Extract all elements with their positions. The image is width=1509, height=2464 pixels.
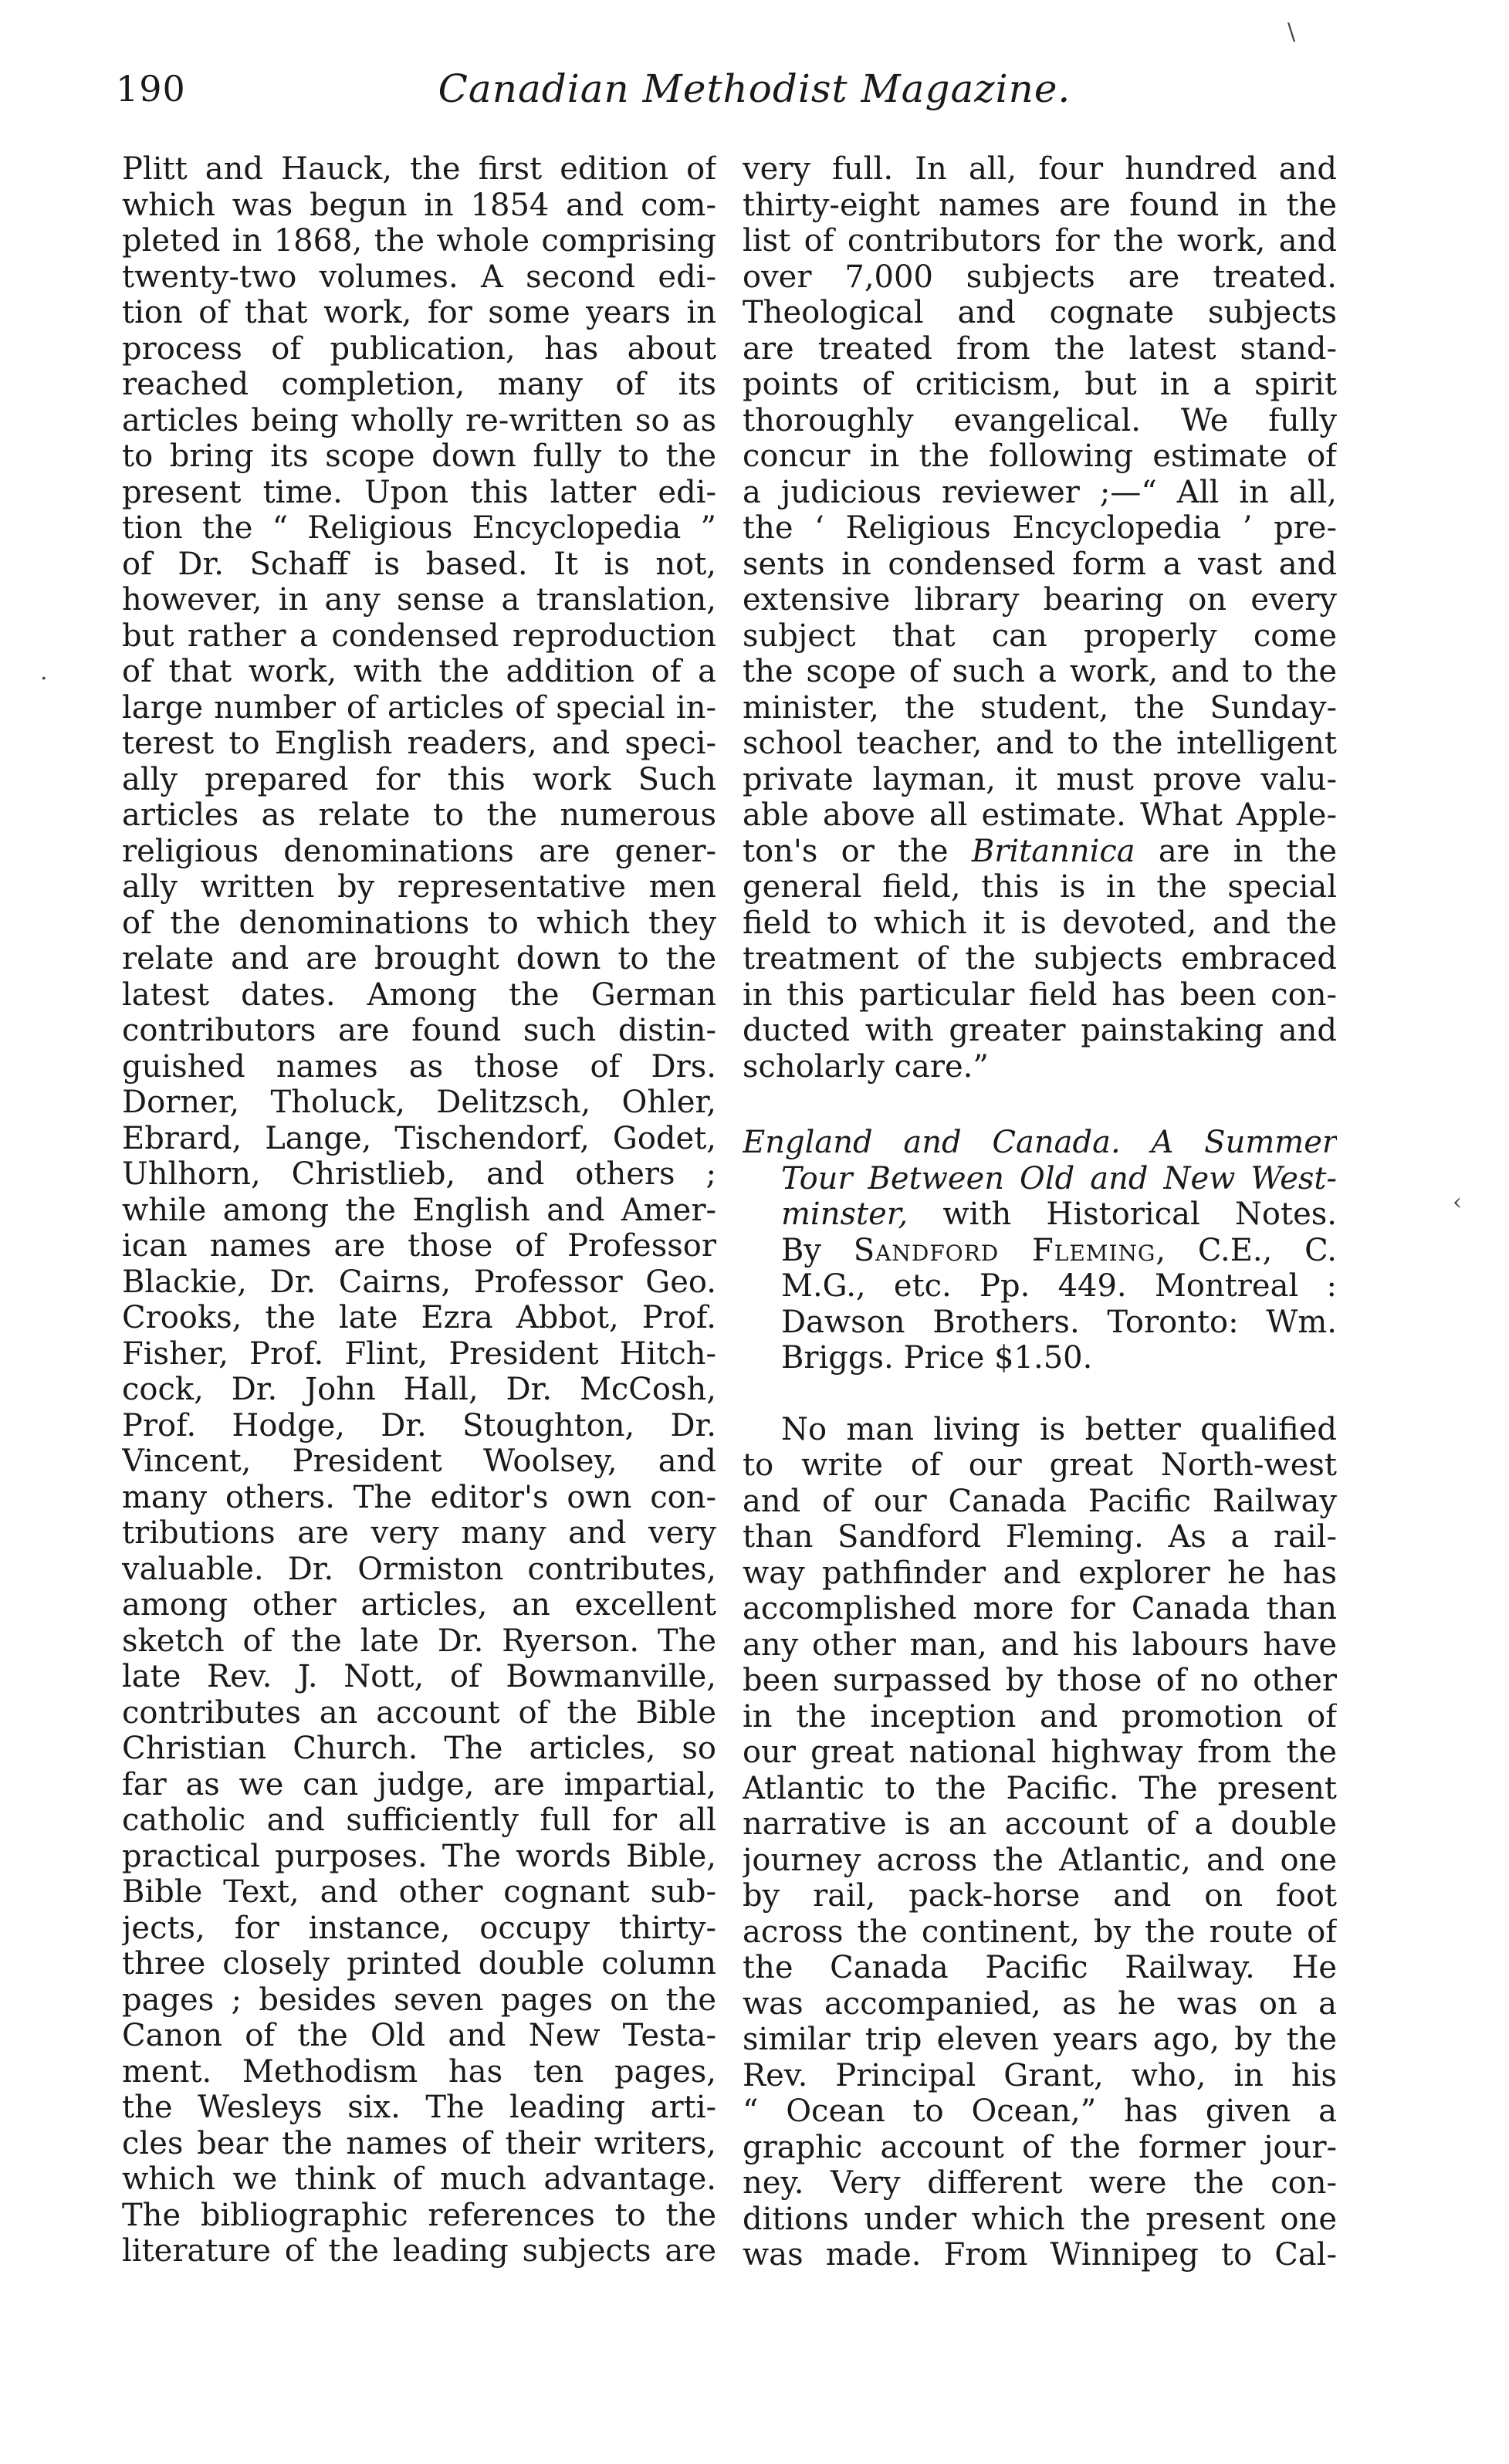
text-line: similar trip eleven years ago, by the — [743, 2022, 1337, 2057]
text-line: subject that can properly come — [743, 618, 1337, 654]
text-line: relate and are brought down to the — [122, 941, 716, 976]
text-line: minister, the student, the Sunday- — [743, 689, 1337, 726]
text-line: articles being wholly re-written so as — [122, 402, 716, 438]
book-author-line: By Sandford Fleming, C.E., C. — [781, 1232, 1337, 1268]
text-line: which was begun in 1854 and com- — [122, 187, 716, 223]
text-line: the scope of such a work, and to the — [743, 654, 1337, 689]
text-line: present time. Upon this latter edi- — [122, 474, 716, 510]
text-line: private layman, it must prove valu- — [743, 761, 1337, 797]
text-line: ducted with greater painstaking and — [743, 1013, 1337, 1048]
text-line: but rather a condensed reproduction — [122, 618, 716, 654]
text-line: ally written by representative men — [122, 869, 716, 905]
text-line: Christian Church. The articles, so — [122, 1731, 716, 1766]
text-line: to bring its scope down fully to the — [122, 438, 716, 474]
text-line: thoroughly evangelical. We fully — [743, 402, 1337, 438]
left-column — [122, 151, 716, 2269]
text-line: in the inception and promotion of — [743, 1698, 1337, 1735]
text-line: been surpassed by those of no other — [743, 1663, 1337, 1698]
text-line: Vincent, President Woolsey, and — [122, 1444, 716, 1479]
text-line: latest dates. Among the German — [122, 976, 716, 1013]
text-line: No man living is better qualified — [781, 1411, 1337, 1447]
text-line: sketch of the late Dr. Ryerson. The — [122, 1623, 716, 1659]
text-line: among other articles, an excellent — [122, 1587, 716, 1623]
text-line: Canon of the Old and New Testa- — [122, 2018, 716, 2053]
text-line: school teacher, and to the intelligent — [743, 726, 1337, 761]
text-line: tributions are very many and very — [122, 1515, 716, 1551]
page-number: 190 — [116, 68, 186, 110]
book-title-line: England and Canada. A Summer — [743, 1125, 1337, 1160]
text-line: three closely printed double column — [122, 1946, 716, 1982]
text-line: Blackie, Dr. Cairns, Professor Geo. — [122, 1264, 716, 1300]
text-line: the Canada Pacific Railway. He — [743, 1950, 1337, 1985]
text-line: accomplished more for Canada than — [743, 1591, 1337, 1626]
text-line: Plitt and Hauck, the first edition of — [122, 151, 716, 187]
text-line: terest to English readers, and speci- — [122, 726, 716, 761]
text-line: however, in any sense a translation, — [122, 582, 716, 618]
text-line: cock, Dr. John Hall, Dr. McCosh, — [122, 1372, 716, 1407]
text-line: tion of that work, for some years in — [122, 295, 716, 330]
text-line: Rev. Principal Grant, who, in his — [743, 2057, 1337, 2093]
text-line: the Wesleys six. The leading arti- — [122, 2090, 716, 2125]
text-line: late Rev. J. Nott, of Bowmanville, — [122, 1659, 716, 1694]
text-line: the ‘ Religious Encyclopedia ’ pre- — [743, 510, 1337, 546]
text-line: field to which it is devoted, and the — [743, 905, 1337, 941]
text-line: guished names as those of Drs. — [122, 1048, 716, 1085]
text-line: ney. Very different were the con- — [743, 2165, 1337, 2201]
text-line: of Dr. Schaff is based. It is not, — [122, 546, 716, 582]
text-line: articles as relate to the numerous — [122, 797, 716, 833]
print-speck: \ — [1287, 19, 1296, 46]
text-line: valuable. Dr. Ormiston contributes, — [122, 1551, 716, 1587]
text-line: large number of articles of special in- — [122, 689, 716, 726]
text-line: far as we can judge, are impartial, — [122, 1766, 716, 1802]
text-line: ditions under which the present one — [743, 2201, 1337, 2237]
text-line: extensive library bearing on every — [743, 582, 1337, 618]
book-entry — [743, 1125, 1337, 1376]
text-line: which we think of much advantage. — [122, 2161, 716, 2197]
print-speck: ‹ — [1453, 1189, 1462, 1216]
text-line: journey across the Atlantic, and one — [743, 1842, 1337, 1878]
text-line: any other man, and his labours have — [743, 1626, 1337, 1663]
text-line: ment. Methodism has ten pages, — [122, 2053, 716, 2090]
text-line: thirty-eight names are found in the — [743, 187, 1337, 223]
text-line: Crooks, the late Ezra Abbot, Prof. — [122, 1300, 716, 1335]
text-line: Ebrard, Lange, Tischendorf, Godet, — [122, 1120, 716, 1156]
text-line: list of contributors for the work, and — [743, 223, 1337, 259]
text-line: very full. In all, four hundred and — [743, 151, 1337, 187]
print-speck: · — [40, 665, 48, 692]
text-line: Bible Text, and other cognant sub- — [122, 1874, 716, 1910]
text-line: of that work, with the addition of a — [122, 654, 716, 689]
text-line: graphic account of the former jour- — [743, 2129, 1337, 2165]
book-title-line: Tour Between Old and New West- — [781, 1160, 1337, 1196]
text-line: Dorner, Tholuck, Delitzsch, Ohler, — [122, 1085, 716, 1120]
text-line: “ Ocean to Ocean,” has given a — [743, 2093, 1337, 2129]
text-line: jects, for instance, occupy thirty- — [122, 1910, 716, 1946]
running-title: Canadian Methodist Magazine. — [438, 66, 1071, 111]
text-line: and of our Canada Pacific Railway — [743, 1483, 1337, 1519]
text-line: practical purposes. The words Bible, — [122, 1838, 716, 1874]
text-line: Uhlhorn, Christlieb, and others ; — [122, 1156, 716, 1192]
book-title-line: minster, with Historical Notes. — [781, 1196, 1337, 1232]
text-line: Fisher, Prof. Flint, President Hitch- — [122, 1335, 716, 1372]
text-line: was made. From Winnipeg to Cal- — [743, 2237, 1337, 2273]
text-line: ton's or the Britannica are in the — [743, 833, 1337, 869]
text-line: a judicious reviewer ;—“ All in all, — [743, 474, 1337, 510]
text-line: contributors are found such distin- — [122, 1013, 716, 1048]
right-column — [743, 151, 1337, 2273]
book-detail-line: Dawson Brothers. Toronto: Wm. — [781, 1304, 1337, 1340]
text-line: of the denominations to which they — [122, 905, 716, 941]
text-line: ally prepared for this work Such — [122, 761, 716, 797]
text-line: across the continent, by the route of — [743, 1914, 1337, 1950]
text-line: pleted in 1868, the whole comprising — [122, 223, 716, 259]
text-line: by rail, pack-horse and on foot — [743, 1878, 1337, 1914]
text-line: catholic and sufficiently full for all — [122, 1802, 716, 1838]
text-line: are treated from the latest stand- — [743, 330, 1337, 367]
text-line: Atlantic to the Pacific. The present — [743, 1770, 1337, 1806]
text-line: points of criticism, but in a spirit — [743, 367, 1337, 402]
text-line: able above all estimate. What Apple- — [743, 797, 1337, 833]
book-detail-line: Briggs. Price $1.50. — [781, 1340, 1093, 1376]
text-line: cles bear the names of their writers, — [122, 2125, 716, 2161]
text-line: our great national highway from the — [743, 1735, 1337, 1770]
text-line: tion the “ Religious Encyclopedia ” — [122, 510, 716, 546]
text-line: than Sandford Fleming. As a rail- — [743, 1519, 1337, 1555]
text-line: process of publication, has about — [122, 330, 716, 367]
text-line: concur in the following estimate of — [743, 438, 1337, 474]
text-line: Theological and cognate subjects — [743, 295, 1337, 330]
text-line: treatment of the subjects embraced — [743, 941, 1337, 976]
text-line: The bibliographic references to the — [122, 2197, 716, 2233]
text-line: Prof. Hodge, Dr. Stoughton, Dr. — [122, 1407, 716, 1444]
text-line: sents in condensed form a vast and — [743, 546, 1337, 582]
text-line: contributes an account of the Bible — [122, 1694, 716, 1731]
text-line: ican names are those of Professor — [122, 1228, 716, 1264]
text-line: reached completion, many of its — [122, 367, 716, 402]
text-line: over 7,000 subjects are treated. — [743, 259, 1337, 295]
text-line: religious denominations are gener- — [122, 833, 716, 869]
text-line: way pathfinder and explorer he has — [743, 1555, 1337, 1591]
book-detail-line: M.G., etc. Pp. 449. Montreal : — [781, 1268, 1337, 1304]
text-line: narrative is an account of a double — [743, 1806, 1337, 1842]
text-line: scholarly care.” — [743, 1048, 989, 1085]
text-line: was accompanied, as he was on a — [743, 1985, 1337, 2022]
text-line: to write of our great North-west — [743, 1447, 1337, 1483]
text-line: twenty-two volumes. A second edi- — [122, 259, 716, 295]
text-line: while among the English and Amer- — [122, 1192, 716, 1228]
text-line: many others. The editor's own con- — [122, 1479, 716, 1515]
text-line: pages ; besides seven pages on the — [122, 1982, 716, 2018]
text-line: general field, this is in the special — [743, 869, 1337, 905]
text-line: literature of the leading subjects are — [122, 2233, 716, 2269]
text-line: in this particular field has been con- — [743, 976, 1337, 1013]
